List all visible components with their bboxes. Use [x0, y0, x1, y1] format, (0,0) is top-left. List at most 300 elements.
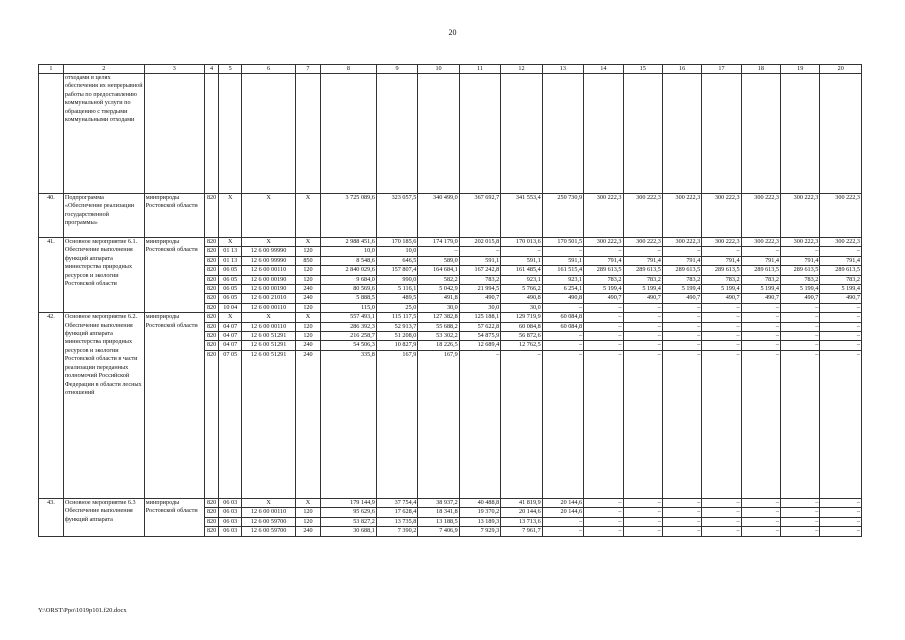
empty-cell	[623, 74, 662, 194]
page-number: 20	[448, 28, 457, 37]
row-number: 42.	[39, 313, 64, 499]
executor: минприроды Ростовской области	[144, 194, 204, 238]
amount-cell: 791,4	[820, 256, 862, 265]
amount-cell: –	[584, 527, 623, 536]
amount-cell: –	[741, 517, 780, 526]
code-cell: 12 6 00 00110	[242, 508, 296, 517]
empty-cell	[459, 74, 500, 194]
code-cell: 06 05	[219, 294, 242, 303]
amount-cell: 202 015,8	[459, 238, 500, 247]
amount-cell: 5 888,5	[320, 294, 376, 303]
amount-cell: –	[741, 313, 780, 322]
amount-cell: 7 406,9	[418, 527, 459, 536]
amount-cell: 2 840 029,6	[320, 266, 376, 275]
column-header: 4	[204, 65, 219, 74]
column-header: 18	[741, 65, 780, 74]
program-name: Подпрограмма «Обеспечение реализации государственной программы»	[63, 194, 144, 238]
amount-cell: –	[542, 332, 583, 341]
amount-cell: 40 488,8	[459, 498, 500, 507]
amount-cell: 115 117,5	[376, 313, 417, 322]
amount-cell: –	[623, 527, 662, 536]
amount-cell: –	[623, 303, 662, 312]
amount-cell: 490,7	[459, 294, 500, 303]
amount-cell: –	[781, 303, 820, 312]
column-header: 19	[781, 65, 820, 74]
amount-cell: 490,7	[623, 294, 662, 303]
amount-cell: 489,5	[376, 294, 417, 303]
amount-cell: 5 199,4	[662, 285, 701, 294]
amount-cell: –	[662, 313, 701, 322]
amount-cell: –	[820, 247, 862, 256]
code-cell: 120	[296, 247, 321, 256]
code-cell: 820	[204, 350, 219, 498]
amount-cell: 8 548,6	[320, 256, 376, 265]
empty-cell	[320, 74, 376, 194]
amount-cell: 10,0	[320, 247, 376, 256]
amount-cell: 17 628,4	[376, 508, 417, 517]
amount-cell: 491,8	[418, 294, 459, 303]
code-cell: 820	[204, 285, 219, 294]
column-header: 9	[376, 65, 417, 74]
amount-cell: –	[820, 322, 862, 331]
amount-cell: 3 725 089,6	[320, 194, 376, 238]
amount-cell: 19 370,2	[459, 508, 500, 517]
amount-cell: –	[820, 332, 862, 341]
empty-cell	[501, 74, 542, 194]
amount-cell: 490,8	[542, 294, 583, 303]
table-body	[39, 74, 862, 537]
amount-cell: –	[820, 341, 862, 350]
amount-cell: –	[781, 247, 820, 256]
amount-cell: 13 735,8	[376, 517, 417, 526]
code-cell: 04 07	[219, 332, 242, 341]
amount-cell: 791,4	[584, 256, 623, 265]
code-cell: 820	[204, 508, 219, 517]
code-cell: 12 6 00 00190	[242, 285, 296, 294]
program-name: Основное мероприятие 6.2. Обеспечение выполнения функций аппарата министерства природных ресурсов и экологии Ростовской области в части реализации переданных полномочий Российской Федерации в области лесных отношений	[63, 313, 144, 499]
code-cell: 06 03	[219, 527, 242, 536]
amount-cell: 300 222,3	[781, 194, 820, 238]
amount-cell: 367 692,7	[459, 194, 500, 238]
amount-cell: –	[584, 517, 623, 526]
amount-cell: 127 382,8	[418, 313, 459, 322]
amount-cell: –	[741, 527, 780, 536]
executor: минприроды Ростовской области	[144, 498, 204, 536]
amount-cell: 52 913,7	[376, 322, 417, 331]
amount-cell: –	[741, 322, 780, 331]
amount-cell: –	[702, 350, 741, 498]
code-cell: 820	[204, 294, 219, 303]
amount-cell: 6 254,1	[542, 285, 583, 294]
amount-cell: –	[820, 303, 862, 312]
amount-cell: 18 226,5	[418, 341, 459, 350]
amount-cell: –	[781, 322, 820, 331]
column-header: 1	[39, 65, 64, 74]
amount-cell: –	[702, 341, 741, 350]
amount-cell: 783,2	[584, 275, 623, 284]
amount-cell: 129 719,9	[501, 313, 542, 322]
amount-cell: 170 185,6	[376, 238, 417, 247]
amount-cell: –	[623, 517, 662, 526]
code-cell: X	[219, 313, 242, 322]
amount-cell: –	[662, 508, 701, 517]
table-row	[39, 498, 862, 507]
column-header: 20	[820, 65, 862, 74]
amount-cell: 7 929,3	[459, 527, 500, 536]
amount-cell: 13 188,5	[418, 517, 459, 526]
amount-cell: –	[781, 508, 820, 517]
amount-cell: –	[820, 350, 862, 498]
code-cell: 12 6 00 21010	[242, 294, 296, 303]
amount-cell: 286 392,3	[320, 322, 376, 331]
amount-cell: 30,0	[418, 303, 459, 312]
amount-cell: 490,7	[584, 294, 623, 303]
amount-cell: 12 762,5	[501, 341, 542, 350]
empty-cell	[820, 74, 862, 194]
empty-cell	[39, 74, 64, 194]
code-cell: X	[219, 194, 242, 238]
amount-cell: 783,2	[741, 275, 780, 284]
amount-cell: –	[741, 247, 780, 256]
amount-cell: 300 222,3	[702, 238, 741, 247]
code-cell: 01 13	[219, 247, 242, 256]
amount-cell: 167,9	[418, 350, 459, 498]
amount-cell: 300 222,3	[741, 194, 780, 238]
header-row	[39, 65, 862, 74]
amount-cell: 20 144,6	[501, 508, 542, 517]
amount-cell: 490,7	[820, 294, 862, 303]
amount-cell: –	[623, 247, 662, 256]
continuation-text: отходами в целях обеспечения их непрерывной работы по предоставлению коммунальной услуги по обращению с твердыми коммунальными отходами	[63, 74, 144, 194]
code-cell: X	[242, 238, 296, 247]
amount-cell: 289 613,5	[702, 266, 741, 275]
amount-cell: 591,1	[501, 256, 542, 265]
column-header: 13	[542, 65, 583, 74]
code-cell: 820	[204, 498, 219, 507]
amount-cell: 783,2	[459, 275, 500, 284]
amount-cell: –	[501, 350, 542, 498]
amount-cell: –	[702, 508, 741, 517]
amount-cell: –	[702, 322, 741, 331]
amount-cell: 300 222,3	[662, 194, 701, 238]
amount-cell: –	[820, 313, 862, 322]
amount-cell: 174 179,0	[418, 238, 459, 247]
empty-cell	[781, 74, 820, 194]
amount-cell: –	[542, 527, 583, 536]
amount-cell: –	[662, 341, 701, 350]
code-cell: 06 05	[219, 275, 242, 284]
amount-cell: 589,0	[418, 256, 459, 265]
amount-cell: –	[584, 332, 623, 341]
code-cell: 04 07	[219, 341, 242, 350]
amount-cell: 591,1	[459, 256, 500, 265]
amount-cell: –	[584, 498, 623, 507]
column-header: 8	[320, 65, 376, 74]
code-cell: 10 04	[219, 303, 242, 312]
amount-cell: 216 258,7	[320, 332, 376, 341]
program-name: Основное мероприятие 6.1. Обеспечение выполнения функций аппарата министерства природных ресурсов и экологии Ростовской области	[63, 238, 144, 313]
amount-cell: 53 827,2	[320, 517, 376, 526]
column-header: 14	[584, 65, 623, 74]
code-cell: 120	[296, 517, 321, 526]
amount-cell: 341 553,4	[501, 194, 542, 238]
amount-cell: 20 144,6	[542, 508, 583, 517]
code-cell: X	[296, 498, 321, 507]
amount-cell: –	[662, 247, 701, 256]
file-path-footer: Y:\ORST\Ppo\1019p101.f20.docx	[38, 607, 127, 614]
amount-cell: 5 199,4	[584, 285, 623, 294]
amount-cell: –	[662, 527, 701, 536]
amount-cell: 170 501,5	[542, 238, 583, 247]
amount-cell: –	[662, 332, 701, 341]
amount-cell: 54 875,9	[459, 332, 500, 341]
amount-cell: 791,4	[702, 256, 741, 265]
amount-cell: 25,0	[376, 303, 417, 312]
amount-cell: 335,8	[320, 350, 376, 498]
amount-cell: 289 613,5	[662, 266, 701, 275]
amount-cell: 30,0	[501, 303, 542, 312]
column-header: 5	[219, 65, 242, 74]
code-cell: X	[296, 194, 321, 238]
amount-cell: 7 390,2	[376, 527, 417, 536]
program-name: Основное мероприятие 6.3 Обеспечение выполнения функций аппарата	[63, 498, 144, 536]
amount-cell: 490,8	[501, 294, 542, 303]
amount-cell: 791,4	[662, 256, 701, 265]
amount-cell: –	[459, 247, 500, 256]
amount-cell: 12 689,4	[459, 341, 500, 350]
code-cell: X	[242, 498, 296, 507]
amount-cell: 57 622,8	[459, 322, 500, 331]
amount-cell: 53 302,2	[418, 332, 459, 341]
amount-cell: –	[584, 313, 623, 322]
amount-cell: 490,7	[702, 294, 741, 303]
amount-cell: –	[542, 350, 583, 498]
amount-cell: –	[702, 303, 741, 312]
amount-cell: –	[781, 527, 820, 536]
amount-cell: 80 569,6	[320, 285, 376, 294]
amount-cell: 161 515,4	[542, 266, 583, 275]
amount-cell: –	[501, 247, 542, 256]
empty-cell	[418, 74, 459, 194]
column-header: 6	[242, 65, 296, 74]
continuation-row	[39, 74, 862, 194]
code-cell: 12 6 00 51291	[242, 332, 296, 341]
code-cell: 820	[204, 517, 219, 526]
column-header: 2	[63, 65, 144, 74]
empty-cell	[204, 74, 219, 194]
amount-cell: 289 613,5	[820, 266, 862, 275]
amount-cell: –	[702, 498, 741, 507]
amount-cell: 9 684,0	[320, 275, 376, 284]
amount-cell: 170 013,6	[501, 238, 542, 247]
empty-cell	[702, 74, 741, 194]
code-cell: 120	[296, 332, 321, 341]
column-header: 3	[144, 65, 204, 74]
code-cell: 12 6 00 59700	[242, 517, 296, 526]
code-cell: 12 6 00 99990	[242, 247, 296, 256]
code-cell: 820	[204, 341, 219, 350]
amount-cell: –	[623, 313, 662, 322]
empty-cell	[741, 74, 780, 194]
amount-cell: 557 493,1	[320, 313, 376, 322]
amount-cell: 783,2	[781, 275, 820, 284]
amount-cell: 157 807,4	[376, 266, 417, 275]
code-cell: 12 6 00 99990	[242, 256, 296, 265]
amount-cell: –	[459, 350, 500, 498]
code-cell: 06 03	[219, 498, 242, 507]
code-cell: 01 13	[219, 256, 242, 265]
amount-cell: –	[781, 341, 820, 350]
amount-cell: 791,4	[623, 256, 662, 265]
amount-cell: –	[702, 247, 741, 256]
empty-cell	[662, 74, 701, 194]
amount-cell: 51 208,0	[376, 332, 417, 341]
column-header: 16	[662, 65, 701, 74]
code-cell: 12 6 00 00190	[242, 275, 296, 284]
amount-cell: 783,2	[623, 275, 662, 284]
amount-cell: –	[820, 517, 862, 526]
amount-cell: 289 613,5	[584, 266, 623, 275]
code-cell: 12 6 00 51291	[242, 350, 296, 498]
amount-cell: 300 222,3	[584, 238, 623, 247]
code-cell: 12 6 00 59700	[242, 527, 296, 536]
column-header: 10	[418, 65, 459, 74]
amount-cell: 2 988 451,6	[320, 238, 376, 247]
amount-cell: –	[542, 303, 583, 312]
amount-cell: 10 827,9	[376, 341, 417, 350]
amount-cell: 125 188,1	[459, 313, 500, 322]
amount-cell: 289 613,5	[741, 266, 780, 275]
code-cell: 120	[296, 275, 321, 284]
amount-cell: –	[741, 341, 780, 350]
amount-cell: 791,4	[741, 256, 780, 265]
amount-cell: 923,1	[501, 275, 542, 284]
code-cell: 04 07	[219, 322, 242, 331]
empty-cell	[542, 74, 583, 194]
code-cell: X	[296, 313, 321, 322]
code-cell: X	[296, 238, 321, 247]
amount-cell: 990,0	[376, 275, 417, 284]
table-row	[39, 313, 862, 322]
amount-cell: –	[542, 517, 583, 526]
amount-cell: 54 506,3	[320, 341, 376, 350]
amount-cell: 5 116,1	[376, 285, 417, 294]
code-cell: 06 05	[219, 266, 242, 275]
amount-cell: 490,7	[662, 294, 701, 303]
code-cell: X	[242, 194, 296, 238]
amount-cell: 56 872,6	[501, 332, 542, 341]
amount-cell: –	[623, 508, 662, 517]
code-cell: 820	[204, 238, 219, 247]
amount-cell: 13 189,3	[459, 517, 500, 526]
code-cell: X	[219, 238, 242, 247]
code-cell: X	[242, 313, 296, 322]
empty-cell	[144, 74, 204, 194]
amount-cell: 41 819,9	[501, 498, 542, 507]
amount-cell: –	[702, 313, 741, 322]
code-cell: 120	[296, 322, 321, 331]
code-cell: 820	[204, 332, 219, 341]
amount-cell: 38 937,2	[418, 498, 459, 507]
amount-cell: –	[820, 498, 862, 507]
column-header: 7	[296, 65, 321, 74]
amount-cell: 300 222,3	[623, 238, 662, 247]
amount-cell: –	[781, 350, 820, 498]
amount-cell: 30 688,1	[320, 527, 376, 536]
amount-cell: 300 222,3	[662, 238, 701, 247]
amount-cell: –	[662, 303, 701, 312]
empty-cell	[219, 74, 242, 194]
amount-cell: 791,4	[781, 256, 820, 265]
amount-cell: 490,7	[781, 294, 820, 303]
code-cell: 12 6 00 51291	[242, 341, 296, 350]
amount-cell: 783,2	[820, 275, 862, 284]
amount-cell: 250 730,9	[542, 194, 583, 238]
amount-cell: –	[623, 498, 662, 507]
amount-cell: 5 199,4	[702, 285, 741, 294]
amount-cell: 37 754,4	[376, 498, 417, 507]
amount-cell: 18 341,8	[418, 508, 459, 517]
code-cell: 12 6 00 00110	[242, 266, 296, 275]
amount-cell: 5 199,4	[741, 285, 780, 294]
code-cell: 820	[204, 266, 219, 275]
amount-cell: 300 222,3	[741, 238, 780, 247]
amount-cell: 582,2	[418, 275, 459, 284]
code-cell: 850	[296, 256, 321, 265]
amount-cell: –	[662, 517, 701, 526]
amount-cell: –	[418, 247, 459, 256]
amount-cell: 300 222,3	[702, 194, 741, 238]
amount-cell: –	[741, 498, 780, 507]
amount-cell: –	[623, 332, 662, 341]
amount-cell: 13 713,6	[501, 517, 542, 526]
amount-cell: 300 222,3	[623, 194, 662, 238]
amount-cell: 783,2	[702, 275, 741, 284]
amount-cell: –	[781, 313, 820, 322]
amount-cell: 923,1	[542, 275, 583, 284]
column-header: 17	[702, 65, 741, 74]
amount-cell: –	[542, 341, 583, 350]
executor: минприроды Ростовской области	[144, 313, 204, 499]
amount-cell: 167 242,8	[459, 266, 500, 275]
amount-cell: 21 994,5	[459, 285, 500, 294]
amount-cell: –	[781, 517, 820, 526]
amount-cell: 30,0	[459, 303, 500, 312]
empty-cell	[242, 74, 296, 194]
amount-cell: –	[702, 527, 741, 536]
amount-cell: –	[662, 498, 701, 507]
code-cell: 820	[204, 527, 219, 536]
amount-cell: 55 688,2	[418, 322, 459, 331]
amount-cell: 5 199,4	[781, 285, 820, 294]
amount-cell: 300 222,3	[781, 238, 820, 247]
amount-cell: 5 199,4	[623, 285, 662, 294]
amount-cell: –	[781, 498, 820, 507]
amount-cell: 783,2	[662, 275, 701, 284]
code-cell: 12 6 00 00110	[242, 322, 296, 331]
amount-cell: 20 144,6	[542, 498, 583, 507]
amount-cell: 289 613,5	[623, 266, 662, 275]
column-header: 12	[501, 65, 542, 74]
amount-cell: 5 199,4	[820, 285, 862, 294]
amount-cell: –	[662, 350, 701, 498]
code-cell: 120	[296, 266, 321, 275]
column-header: 11	[459, 65, 500, 74]
code-cell: 820	[204, 322, 219, 331]
amount-cell: –	[623, 341, 662, 350]
budget-table	[38, 64, 862, 537]
amount-cell: –	[702, 517, 741, 526]
